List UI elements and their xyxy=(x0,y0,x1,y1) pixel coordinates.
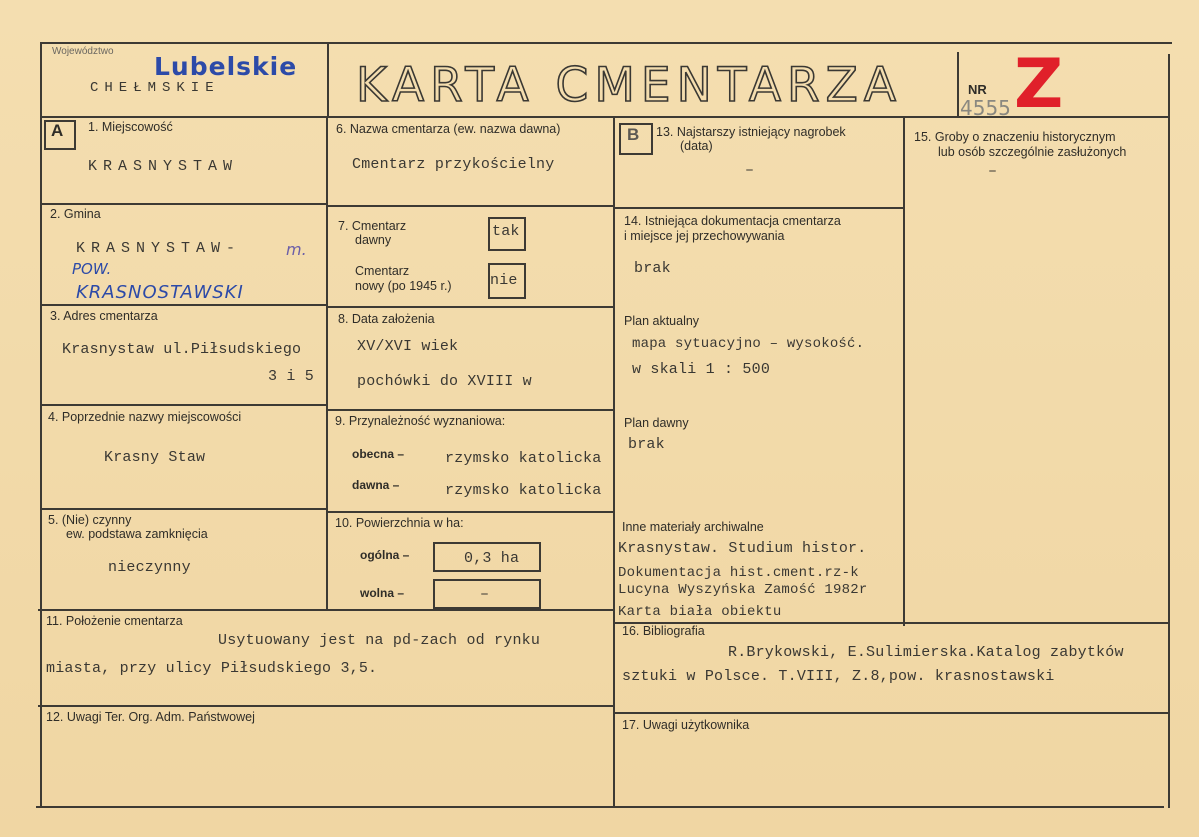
field-9-former-label: dawna – xyxy=(352,478,400,492)
field-16-line1: R.Brykowski, E.Sulimierska.Katalog zabytków xyxy=(728,644,1124,661)
field-7-old-label-2: dawny xyxy=(355,233,392,247)
rule-m-1 xyxy=(326,205,615,207)
rule-col-1 xyxy=(326,116,328,610)
field-1-value: KRASNYSTAW xyxy=(88,158,239,175)
field-9-former-value: rzymsko katolicka xyxy=(445,482,602,499)
field-8-line1: XV/XVI wiek xyxy=(357,338,459,355)
field-15-label-2: lub osób szczególnie zasłużonych xyxy=(938,145,1127,159)
rule-header-div-1 xyxy=(327,42,329,116)
field-1-label: 1. Miejscowość xyxy=(88,120,173,134)
field-8-line2: pochówki do XVIII w xyxy=(357,373,532,390)
rule-col-2 xyxy=(613,116,615,806)
rule-right xyxy=(1168,54,1170,808)
field-3-line1: Krasnystaw ul.Piłsudskiego xyxy=(62,341,302,358)
field-5-label-1: 5. (Nie) czynny xyxy=(48,513,132,527)
field-6-value: Cmentarz przykościelny xyxy=(352,156,555,173)
nr-value: 4555 xyxy=(960,96,1011,120)
field-2-label: 2. Gmina xyxy=(50,207,101,221)
field-15-label-1: 15. Groby o znaczeniu historycznym xyxy=(914,130,1116,144)
field-10-free-value: – xyxy=(480,586,490,603)
other-materials-line1: Krasnystaw. Studium histor. xyxy=(618,540,867,557)
field-13-value: – xyxy=(745,162,755,179)
field-2-handwritten-pow: POW. xyxy=(72,260,112,278)
rule-m-3 xyxy=(326,409,615,411)
field-9-current-value: rzymsko katolicka xyxy=(445,450,602,467)
field-10-label: 10. Powierzchnia w ha: xyxy=(335,516,464,530)
voivodeship-stamp: Lubelskie xyxy=(154,52,298,81)
plan-current-label: Plan aktualny xyxy=(624,314,700,328)
rule-full-1 xyxy=(38,609,615,611)
plan-old-label: Plan dawny xyxy=(624,416,689,430)
rule-m-2 xyxy=(326,306,615,308)
rule-full-4 xyxy=(613,712,1169,714)
field-10-total-value: 0,3 ha xyxy=(464,550,520,567)
plan-current-line1: mapa sytuacyjno – wysokość. xyxy=(632,336,865,352)
nr-label: NR xyxy=(968,82,987,97)
field-4-value: Krasny Staw xyxy=(104,449,206,466)
section-a-letter: A xyxy=(51,121,64,140)
former-voivodeship: CHEŁMSKIE xyxy=(90,80,220,96)
rule-bottom xyxy=(36,806,1164,808)
field-9-label: 9. Przynależność wyznaniowa: xyxy=(335,414,506,428)
field-7-new-label-1: Cmentarz xyxy=(355,264,410,278)
rule-r-1 xyxy=(613,207,905,209)
rule-l-1 xyxy=(40,203,328,205)
other-materials-label: Inne materiały archiwalne xyxy=(622,520,764,534)
plan-current-line2: w skali 1 : 500 xyxy=(632,361,771,378)
wojewodztwo-label: Województwo xyxy=(52,46,114,57)
rule-l-3 xyxy=(40,404,328,406)
field-7-old-label-1: 7. Cmentarz xyxy=(338,219,407,233)
field-14-label-1: 14. Istniejąca dokumentacja cmentarza xyxy=(624,214,841,228)
plan-old-value: brak xyxy=(628,436,665,453)
field-17-label: 17. Uwagi użytkownika xyxy=(622,718,750,732)
field-3-line2: 3 i 5 xyxy=(268,368,315,385)
rule-l-4 xyxy=(40,508,328,510)
field-4-label: 4. Poprzednie nazwy miejscowości xyxy=(48,410,242,424)
field-8-label: 8. Data założenia xyxy=(338,312,435,326)
card-title: KARTA CMENTARZA xyxy=(356,58,902,113)
field-2-value: KRASNYSTAW- xyxy=(76,240,242,257)
field-16-line2: sztuki w Polsce. T.VIII, Z.8,pow. krasnostawski xyxy=(622,668,1055,685)
field-2-handwritten-county: KRASNOSTAWSKI xyxy=(76,282,244,303)
field-10-total-label: ogólna – xyxy=(360,548,410,562)
field-6-label: 6. Nazwa cmentarza (ew. nazwa dawna) xyxy=(336,122,561,136)
field-15-value: – xyxy=(988,163,998,180)
other-materials-line4: Karta biała obiektu xyxy=(618,604,782,620)
field-7-old-value: tak xyxy=(492,223,520,240)
rule-col-3 xyxy=(903,116,905,626)
field-13-label-1: 13. Najstarszy istniejący nagrobek xyxy=(656,125,846,139)
field-3-label: 3. Adres cmentarza xyxy=(50,309,158,323)
category-mark: Z xyxy=(1014,45,1064,124)
field-11-line2: miasta, przy ulicy Piłsudskiego 3,5. xyxy=(46,660,378,677)
field-12-label: 12. Uwagi Ter. Org. Adm. Państwowej xyxy=(46,710,255,724)
section-b-letter: B xyxy=(627,125,640,144)
rule-left xyxy=(40,42,42,808)
field-7-new-label-2: nowy (po 1945 r.) xyxy=(355,279,452,293)
field-13-label-2: (data) xyxy=(680,139,713,153)
rule-full-3 xyxy=(38,705,615,707)
field-5-label-2: ew. podstawa zamknięcia xyxy=(66,527,208,541)
field-14-value: brak xyxy=(634,260,671,277)
field-11-line1: Usytuowany jest na pd-zach od rynku xyxy=(218,632,541,649)
field-7-new-value: nie xyxy=(490,272,518,289)
rule-header-div-2 xyxy=(957,52,959,116)
rule-m-4 xyxy=(326,511,615,513)
field-9-current-label: obecna – xyxy=(352,447,405,461)
field-2-suffix: m. xyxy=(286,240,307,259)
other-materials-line2: Dokumentacja hist.cment.rz-k xyxy=(618,565,859,581)
other-materials-line3: Lucyna Wyszyńska Zamość 1982r xyxy=(618,582,868,598)
field-5-value: nieczynny xyxy=(108,559,191,576)
rule-top xyxy=(42,42,1172,44)
field-14-label-2: i miejsce jej przechowywania xyxy=(624,229,785,243)
field-16-label: 16. Bibliografia xyxy=(622,624,705,638)
field-11-label: 11. Położenie cmentarza xyxy=(46,614,183,628)
rule-l-2 xyxy=(40,304,328,306)
field-10-free-label: wolna – xyxy=(360,586,405,600)
